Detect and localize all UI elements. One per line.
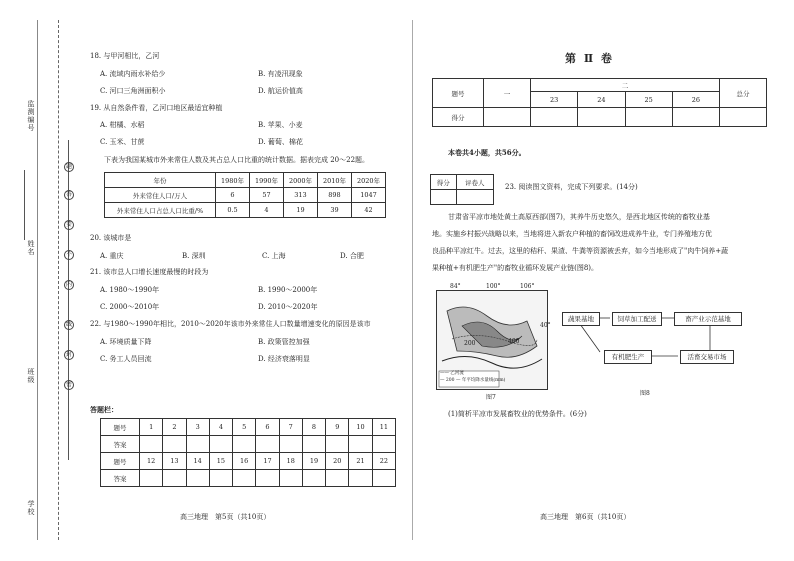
answer-num: 12: [140, 453, 163, 470]
part2-title: 第 Ⅱ 卷: [565, 52, 614, 65]
q20-option-b[interactable]: B. 深圳: [182, 252, 206, 260]
flow-box-organic-fertilizer: 有机肥生产: [604, 350, 652, 364]
score-num: 23: [531, 92, 578, 108]
school-label: 学校: [27, 500, 35, 516]
q22-option-a[interactable]: A. 环境质量下降: [100, 338, 152, 346]
answer-num: 17: [256, 453, 279, 470]
footer-left: 高三地理 第5页（共10页）: [180, 513, 271, 521]
score-header: 总分: [720, 79, 767, 108]
answer-cell[interactable]: [302, 436, 325, 453]
table-cell: 0.5: [216, 203, 250, 218]
seal-char: 题: [65, 163, 72, 170]
table-row: [101, 453, 396, 470]
q22-option-b[interactable]: B. 政策管控加强: [258, 338, 310, 346]
table-row: [433, 108, 767, 127]
page-divider: [412, 20, 413, 540]
q19-option-d[interactable]: D. 葡萄、棉花: [258, 138, 303, 146]
seal-char: 内: [65, 281, 72, 288]
answer-cell[interactable]: [186, 436, 209, 453]
flow-arrow: [580, 324, 600, 352]
answer-label: 答案: [101, 470, 140, 487]
map-caption: 图7: [486, 394, 496, 401]
table-row: [431, 190, 494, 205]
score-num: 25: [625, 92, 672, 108]
score-header: 二: [531, 79, 720, 92]
q20-stem: 20. 该城市是: [90, 234, 132, 242]
answer-cell[interactable]: [349, 436, 372, 453]
grader-reviewer-label: 评卷人: [456, 175, 493, 190]
table-cell: 1047: [352, 188, 386, 203]
answer-num: 2: [163, 419, 186, 436]
answer-num: 1: [140, 419, 163, 436]
answer-num: 9: [326, 419, 349, 436]
q21-option-b[interactable]: B. 1990～2000年: [258, 286, 318, 294]
table-cell: 外来常住人口占总人口比重/%: [105, 203, 216, 218]
answer-cell[interactable]: [372, 470, 395, 487]
score-cell[interactable]: [531, 108, 578, 127]
map-legend-1: —— 乙河流: [440, 371, 464, 376]
exam-no-field[interactable]: [24, 170, 25, 240]
score-header: 题号: [433, 79, 484, 108]
answer-num: 15: [209, 453, 232, 470]
table-row: [101, 470, 396, 487]
answer-section-label: 答题栏：: [90, 405, 118, 414]
answer-cell[interactable]: [209, 436, 232, 453]
q19-option-b[interactable]: B. 苹果、小麦: [258, 121, 303, 129]
answer-cell[interactable]: [140, 436, 163, 453]
grader-cell[interactable]: [456, 190, 493, 205]
table-cell: 898: [318, 188, 352, 203]
q18-option-a[interactable]: A. 流域内雨水补给少: [100, 70, 166, 78]
table-cell: 2000年: [284, 173, 318, 188]
seal-line: [68, 140, 69, 460]
exam-no-label: 监测编号: [27, 100, 35, 132]
answer-num: 20: [326, 453, 349, 470]
q22-stem: 22. 与1980～1990年相比，2010～2020年该市外来常住人口数量增速变化的原因是该市: [90, 320, 371, 328]
grader-cell[interactable]: [431, 190, 457, 205]
q18-option-d[interactable]: D. 航运价值高: [258, 87, 303, 95]
part2-note: 本卷共4小题，共56分。: [448, 148, 526, 157]
q22-option-c[interactable]: C. 务工人员回流: [100, 355, 152, 363]
answer-cell[interactable]: [233, 436, 256, 453]
q21-option-a[interactable]: A. 1980～1990年: [100, 286, 160, 294]
answer-num: 5: [233, 419, 256, 436]
river-line: [442, 356, 542, 368]
table-cell: 4: [250, 203, 284, 218]
answer-num: 22: [372, 453, 395, 470]
table-row: [101, 436, 396, 453]
score-header: 得分: [433, 108, 484, 127]
seal-char: 封: [65, 351, 72, 358]
grader-table: [430, 174, 494, 205]
name-label: 姓名: [27, 240, 35, 256]
score-num: 24: [578, 92, 625, 108]
q23-sub1: (1)简析平凉市发展畜牧业的优势条件。(6分): [448, 410, 587, 418]
score-cell[interactable]: [672, 108, 719, 127]
table-cell: 2020年: [352, 173, 386, 188]
flow-box-vegetable-base: 蔬果基地: [562, 312, 600, 326]
answer-cell[interactable]: [279, 436, 302, 453]
answer-cell[interactable]: [140, 470, 163, 487]
seal-char: 密: [65, 381, 72, 388]
answer-table: [100, 418, 396, 487]
answer-num: 16: [233, 453, 256, 470]
table-row: [105, 173, 386, 188]
answer-num: 3: [186, 419, 209, 436]
answer-cell[interactable]: [302, 470, 325, 487]
q23-answer-area[interactable]: [440, 426, 760, 502]
score-header: 一: [484, 79, 531, 108]
q20-option-a[interactable]: A. 重庆: [100, 252, 124, 260]
map-lat-label: 40°: [540, 322, 551, 329]
table-cell: 19: [284, 203, 318, 218]
seal-char: 要: [65, 221, 72, 228]
table-cell: 39: [318, 203, 352, 218]
table-cell: 1990年: [250, 173, 284, 188]
answer-cell[interactable]: [279, 470, 302, 487]
answer-cell[interactable]: [233, 470, 256, 487]
q20-option-d[interactable]: D. 合肥: [340, 252, 364, 260]
answer-label: 答案: [101, 436, 140, 453]
population-table: [104, 172, 386, 218]
q19-option-c[interactable]: C. 玉米、甘蔗: [100, 138, 145, 146]
class-label: 班级: [27, 368, 35, 384]
q18-stem: 18. 与甲河相比，乙河: [90, 52, 160, 60]
footer-right: 高三地理 第6页（共10页）: [540, 513, 631, 521]
seal-char: 答: [65, 191, 72, 198]
answer-num: 13: [163, 453, 186, 470]
q21-stem: 21. 该市总人口增长速度最慢的时段为: [90, 268, 209, 276]
q19-option-a[interactable]: A. 柑橘、水稻: [100, 121, 145, 129]
intro-20-22: 下表为我国某城市外来常住人数及其占总人口比重的统计数据。据表完成 20～22题。: [104, 156, 370, 164]
grader-score-label: 得分: [431, 175, 457, 190]
q20-option-c[interactable]: C. 上海: [262, 252, 286, 260]
answer-cell[interactable]: [326, 470, 349, 487]
answer-num: 18: [279, 453, 302, 470]
score-table: [432, 78, 767, 127]
table-row: [433, 79, 767, 92]
q23-paragraph-line: 地。实施乡村振兴战略以来，当地将进入新农户种植的畜饲改进成养牛业，专门养殖地方优: [432, 230, 712, 238]
q18-option-c[interactable]: C. 河口三角洲面积小: [100, 87, 166, 95]
table-row: [101, 419, 396, 436]
table-cell: 1980年: [216, 173, 250, 188]
score-cell[interactable]: [484, 108, 531, 127]
q21-option-d[interactable]: D. 2010～2020年: [258, 303, 318, 311]
table-cell: 313: [284, 188, 318, 203]
field-underline: [37, 20, 38, 540]
map-lon-label: 84°: [450, 283, 461, 290]
map-lon-label: 100°: [486, 283, 501, 290]
answer-header: 题号: [101, 419, 140, 436]
table-cell: 年份: [105, 173, 216, 188]
flow-caption: 图8: [640, 390, 650, 397]
answer-cell[interactable]: [163, 436, 186, 453]
table-cell: 外来常住人口/万人: [105, 188, 216, 203]
answer-header: 题号: [101, 453, 140, 470]
flow-box-livestock-market: 活畜交易市场: [680, 350, 734, 364]
answer-cell[interactable]: [326, 436, 349, 453]
table-row: [431, 175, 494, 190]
answer-cell[interactable]: [163, 470, 186, 487]
answer-num: 6: [256, 419, 279, 436]
map-legend-2: — 200 — 年平均降水量线(mm): [440, 378, 506, 383]
table-cell: 6: [216, 188, 250, 203]
answer-num: 11: [372, 419, 395, 436]
flow-box-livestock-demo: 畜产业示范基地: [674, 312, 742, 326]
answer-num: 21: [349, 453, 372, 470]
q21-option-c[interactable]: C. 2000～2010年: [100, 303, 160, 311]
q23-paragraph-line: 果种植+有机肥生产"的畜牧业循环发展产业链(图8)。: [432, 264, 598, 272]
map-contour-label: 400: [508, 338, 520, 345]
answer-num: 10: [349, 419, 372, 436]
seal-char: 线: [65, 321, 72, 328]
table-cell: 2010年: [318, 173, 352, 188]
q23-paragraph-line: 甘肃省平凉市地处黄土高原西部(图7)，其养牛历史悠久，是西北地区传统的畜牧业基: [448, 213, 710, 221]
answer-cell[interactable]: [372, 436, 395, 453]
map-lon-label: 106°: [520, 283, 535, 290]
score-cell[interactable]: [720, 108, 767, 127]
table-row: [105, 203, 386, 218]
score-cell[interactable]: [625, 108, 672, 127]
answer-cell[interactable]: [349, 470, 372, 487]
cut-line: [58, 20, 59, 540]
answer-num: 19: [302, 453, 325, 470]
q23-paragraph-line: 良品种平凉红牛。过去，这里的秸秆、果渣、牛粪等资源被丢弃，如今当地形成了"肉牛饲养+蔬: [432, 247, 729, 255]
answer-num: 8: [302, 419, 325, 436]
answer-num: 7: [279, 419, 302, 436]
seal-char: 不: [65, 251, 72, 258]
flow-box-forage-processing: 饲草加工配送: [612, 312, 662, 326]
q22-option-d[interactable]: D. 经济衰落明显: [258, 355, 310, 363]
q18-option-b[interactable]: B. 有凌汛现象: [258, 70, 303, 78]
answer-cell[interactable]: [256, 436, 279, 453]
answer-cell[interactable]: [256, 470, 279, 487]
q19-stem: 19. 从自然条件看，乙河口地区最适宜种植: [90, 104, 223, 112]
answer-num: 14: [186, 453, 209, 470]
map-contour-label: 200: [464, 340, 476, 347]
answer-cell[interactable]: [209, 470, 232, 487]
answer-num: 4: [209, 419, 232, 436]
table-cell: 42: [352, 203, 386, 218]
answer-cell[interactable]: [186, 470, 209, 487]
q23-stem: 23. 阅读图文资料，完成下列要求。(14分): [505, 183, 638, 191]
score-cell[interactable]: [578, 108, 625, 127]
score-num: 26: [672, 92, 719, 108]
table-row: [105, 188, 386, 203]
table-cell: 57: [250, 188, 284, 203]
